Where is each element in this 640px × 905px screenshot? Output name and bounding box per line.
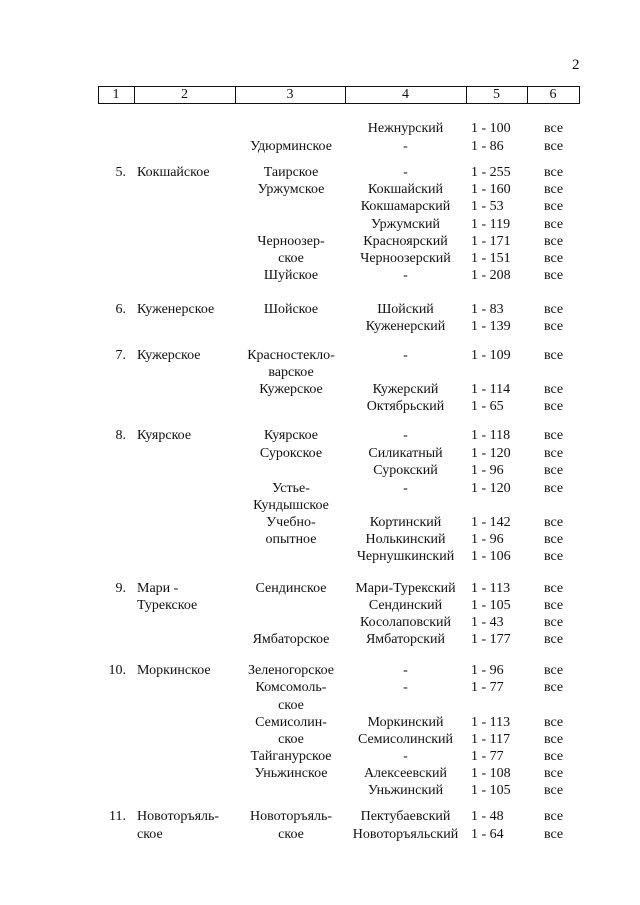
settlement-council: Комсомоль- [255,680,327,695]
coverage-note: все [544,268,564,283]
coverage-note: все [544,217,564,232]
village-name: Красноярский [363,234,448,249]
village-name: - [403,428,408,443]
coverage-note: все [544,234,564,249]
house-range: 1 - 64 [471,827,504,842]
village-name: Куженерский [365,319,446,334]
coverage-note: все [544,827,564,842]
district-number: 8. [115,428,126,443]
village-name: - [403,165,408,180]
village-name: - [403,663,408,678]
house-range: 1 - 139 [471,319,511,334]
settlement-council: Тайганурское [250,749,332,764]
village-name: Новоторъяльский [352,827,459,842]
settlement-council: Семисолин- [255,715,327,730]
district-number: 9. [115,581,126,596]
village-name: Сурокский [373,463,438,478]
house-range: 1 - 208 [471,268,511,283]
house-range: 1 - 119 [471,217,511,232]
coverage-note: все [544,809,564,824]
coverage-note: все [544,598,564,613]
settlement-council: опытное [265,532,317,547]
district-name: Моркинское [137,663,211,678]
village-name: Ямбаторский [365,632,446,647]
settlement-council: Сурокское [259,446,323,461]
settlement-council: Шойское [263,302,319,317]
settlement-council: ское [278,251,304,266]
coverage-note: все [544,182,564,197]
house-range: 1 - 120 [471,446,511,461]
house-range: 1 - 77 [471,680,504,695]
settlement-council: Зеленогорское [247,663,334,678]
village-name: - [403,481,408,496]
village-name: Сендинский [368,598,443,613]
coverage-note: все [544,663,564,678]
coverage-note: все [544,165,564,180]
house-range: 1 - 106 [471,549,511,564]
village-name: Нежнурский [367,121,444,136]
district-number: 5. [115,165,126,180]
village-name: Чернушкинский [356,549,455,564]
village-name: Моркинский [367,715,444,730]
village-name: - [403,348,408,363]
district-number: 11. [109,809,126,824]
settlement-council: Удюрминское [250,139,332,154]
district-name: Куженерское [137,302,215,317]
settlement-council: ское [278,698,304,713]
header-divider [579,86,580,104]
settlement-council: Ямбаторское [252,632,330,647]
coverage-note: все [544,532,564,547]
coverage-note: все [544,581,564,596]
header-col-1: 1 [112,87,120,102]
house-range: 1 - 255 [471,165,511,180]
district-name: Мари - [137,581,179,596]
settlement-council: ское [278,732,304,747]
house-range: 1 - 177 [471,632,511,647]
coverage-note: все [544,446,564,461]
house-range: 1 - 109 [471,348,511,363]
settlement-council: Уржумское [257,182,325,197]
coverage-note: все [544,428,564,443]
settlement-council: Таирское [263,165,319,180]
settlement-council: Красностекло- [247,348,335,363]
village-name: Нолькинский [365,532,446,547]
village-name: Уньжинский [367,783,444,798]
settlement-council: Шуйское [263,268,319,283]
settlement-council: Куярское [263,428,319,443]
house-range: 1 - 113 [471,581,511,596]
village-name: Косолаповский [359,615,452,630]
house-range: 1 - 142 [471,515,511,530]
village-name: Октябрьский [366,399,445,414]
settlement-council: Черноозер- [257,234,325,249]
settlement-council: Кундышское [253,498,329,513]
coverage-note: все [544,382,564,397]
village-name: Мари-Турекский [355,581,456,596]
coverage-note: все [544,515,564,530]
house-range: 1 - 105 [471,783,511,798]
coverage-note: все [544,399,564,414]
district-name: Турекское [137,598,198,613]
village-name: Кужерский [372,382,439,397]
district-name: Куярское [137,428,192,443]
house-range: 1 - 83 [471,302,504,317]
header-col-6: 6 [549,87,557,102]
district-name: ское [137,827,163,842]
house-range: 1 - 96 [471,463,504,478]
header-col-5: 5 [493,87,500,102]
settlement-council: Уньжинское [254,766,328,781]
house-range: 1 - 120 [471,481,511,496]
house-range: 1 - 43 [471,615,504,630]
settlement-council: Сендинское [255,581,327,596]
header-col-2: 2 [181,87,188,102]
house-range: 1 - 151 [471,251,511,266]
settlement-council: Новоторъяль- [249,809,333,824]
village-name: Кокшайский [368,182,443,197]
house-range: 1 - 96 [471,663,504,678]
village-name: - [403,680,408,695]
coverage-note: все [544,251,564,266]
coverage-note: все [544,302,564,317]
village-name: Семисолинский [357,732,454,747]
coverage-note: все [544,463,564,478]
settlement-council: Устье- [272,481,310,496]
coverage-note: все [544,481,564,496]
coverage-note: все [544,121,564,136]
house-range: 1 - 171 [471,234,511,249]
coverage-note: все [544,199,564,214]
settlement-council: Кужерское [259,382,323,397]
coverage-note: все [544,549,564,564]
house-range: 1 - 53 [471,199,504,214]
village-name: Шойский [377,302,434,317]
coverage-note: все [544,348,564,363]
page-number: 2 [572,57,580,73]
coverage-note: все [544,139,564,154]
house-range: 1 - 100 [471,121,511,136]
village-name: Алексеевский [363,766,448,781]
house-range: 1 - 65 [471,399,504,414]
coverage-note: все [544,732,564,747]
coverage-note: все [544,319,564,334]
house-range: 1 - 160 [471,182,511,197]
house-range: 1 - 48 [471,809,504,824]
village-name: Черноозерский [360,251,451,266]
village-name: - [403,139,408,154]
settlement-council: ское [278,827,304,842]
village-name: - [403,268,408,283]
coverage-note: все [544,766,564,781]
settlement-council: Учебно- [266,515,316,530]
district-name: Кужерское [137,348,201,363]
coverage-note: все [544,632,564,647]
house-range: 1 - 77 [471,749,504,764]
coverage-note: все [544,680,564,695]
coverage-note: все [544,749,564,764]
village-name: Силикатный [368,446,443,461]
house-range: 1 - 118 [471,428,511,443]
village-name: - [403,749,408,764]
coverage-note: все [544,615,564,630]
header-bottom-rule [98,103,579,104]
settlement-council: варское [268,365,314,380]
village-name: Уржумский [370,217,441,232]
house-range: 1 - 117 [471,732,511,747]
house-range: 1 - 113 [471,715,511,730]
village-name: Пектубаевский [360,809,451,824]
house-range: 1 - 96 [471,532,504,547]
district-number: 10. [108,663,126,678]
district-number: 7. [115,348,126,363]
house-range: 1 - 105 [471,598,511,613]
coverage-note: все [544,783,564,798]
house-range: 1 - 114 [471,382,511,397]
house-range: 1 - 86 [471,139,504,154]
district-name: Кокшайское [137,165,210,180]
header-col-3: 3 [286,87,294,102]
coverage-note: все [544,715,564,730]
village-name: Кортинский [369,515,442,530]
header-col-4: 4 [402,87,409,102]
village-name: Кокшамарский [360,199,451,214]
district-name: Новоторъяль- [137,809,220,824]
district-number: 6. [115,302,126,317]
house-range: 1 - 108 [471,766,511,781]
